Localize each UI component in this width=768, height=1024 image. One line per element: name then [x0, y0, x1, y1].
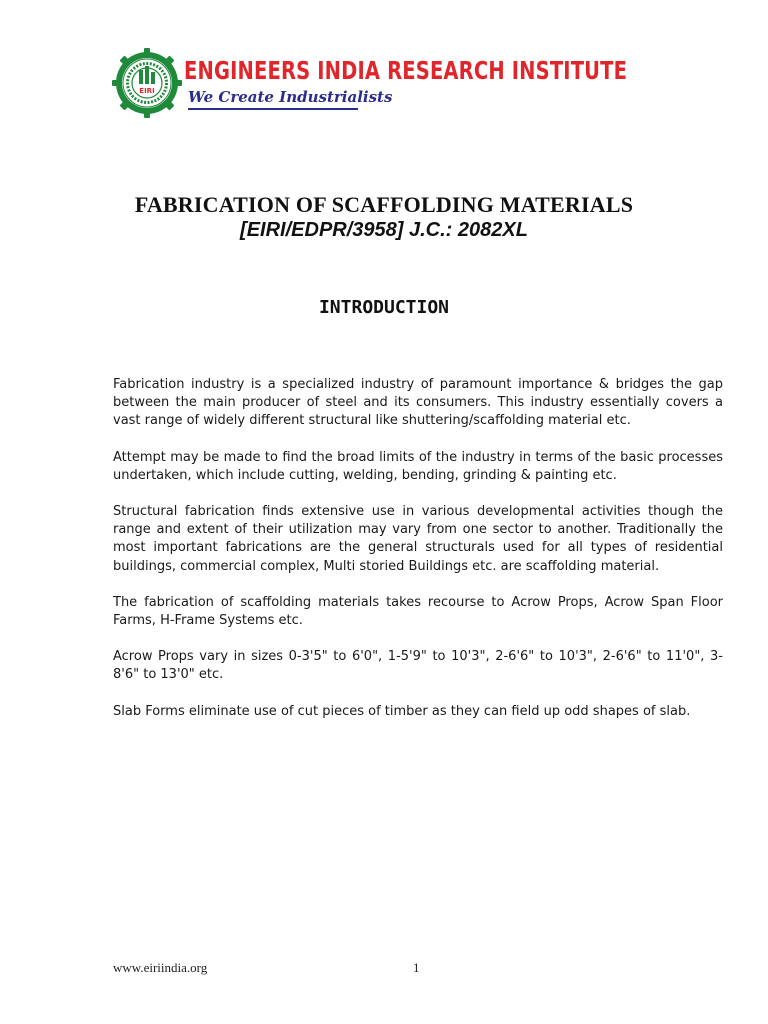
footer-website-link[interactable]: www.eiriindia.org [113, 960, 208, 975]
paragraph: Slab Forms eliminate use of cut pieces of timber as they can field up odd shapes of slab. [113, 703, 691, 719]
institute-seal-icon [112, 48, 182, 118]
page-number: 1 [413, 960, 420, 975]
paragraph: Structural fabrication finds extensive use in various developmental activities though the range and extent of their utilization may vary from one sector to another. Traditionally the most important fabrications are the general structurals used for all types of residential buildings, commercial complex, Multi storied Buildings etc. are scaffolding material. [113, 504, 723, 574]
tagline-underline [188, 108, 358, 110]
paragraph: Fabrication industry is a specialized industry of paramount importance & bridges the gap between the main producer of steel and its consumers. This industry essentially covers a vast range of widely different structural like shuttering/scaffolding material etc. [113, 377, 723, 429]
header-logo [112, 46, 628, 122]
svg-text:EIRI: EIRI [139, 87, 155, 95]
section-heading: INTRODUCTION [318, 297, 450, 318]
paragraph: Attempt may be made to find the broad limits of the industry in terms of the basic processes undertaken, which include cutting, welding, bending, grinding & painting etc. [113, 449, 723, 483]
tagline: We Create Industrialists [188, 88, 393, 106]
paragraph: Acrow Props vary in sizes 0-3'5" to 6'0", 1-5'9" to 10'3", 2-6'6" to 10'3", 2-6'6" to 11'0", 3-8'6" to 13'0" etc. [113, 649, 723, 683]
document-code: [EIRI/EDPR/3958] J.C.: 2082XL [240, 219, 528, 241]
organization-name: ENGINEERS INDIA RESEARCH INSTITUTE [184, 56, 628, 85]
paragraph: The fabrication of scaffolding materials takes recourse to Acrow Props, Acrow Span Floor Farms, H-Frame Systems etc. [113, 594, 723, 629]
document-title: FABRICATION OF SCAFFOLDING MATERIALS [134, 192, 634, 217]
body-text [113, 376, 723, 739]
